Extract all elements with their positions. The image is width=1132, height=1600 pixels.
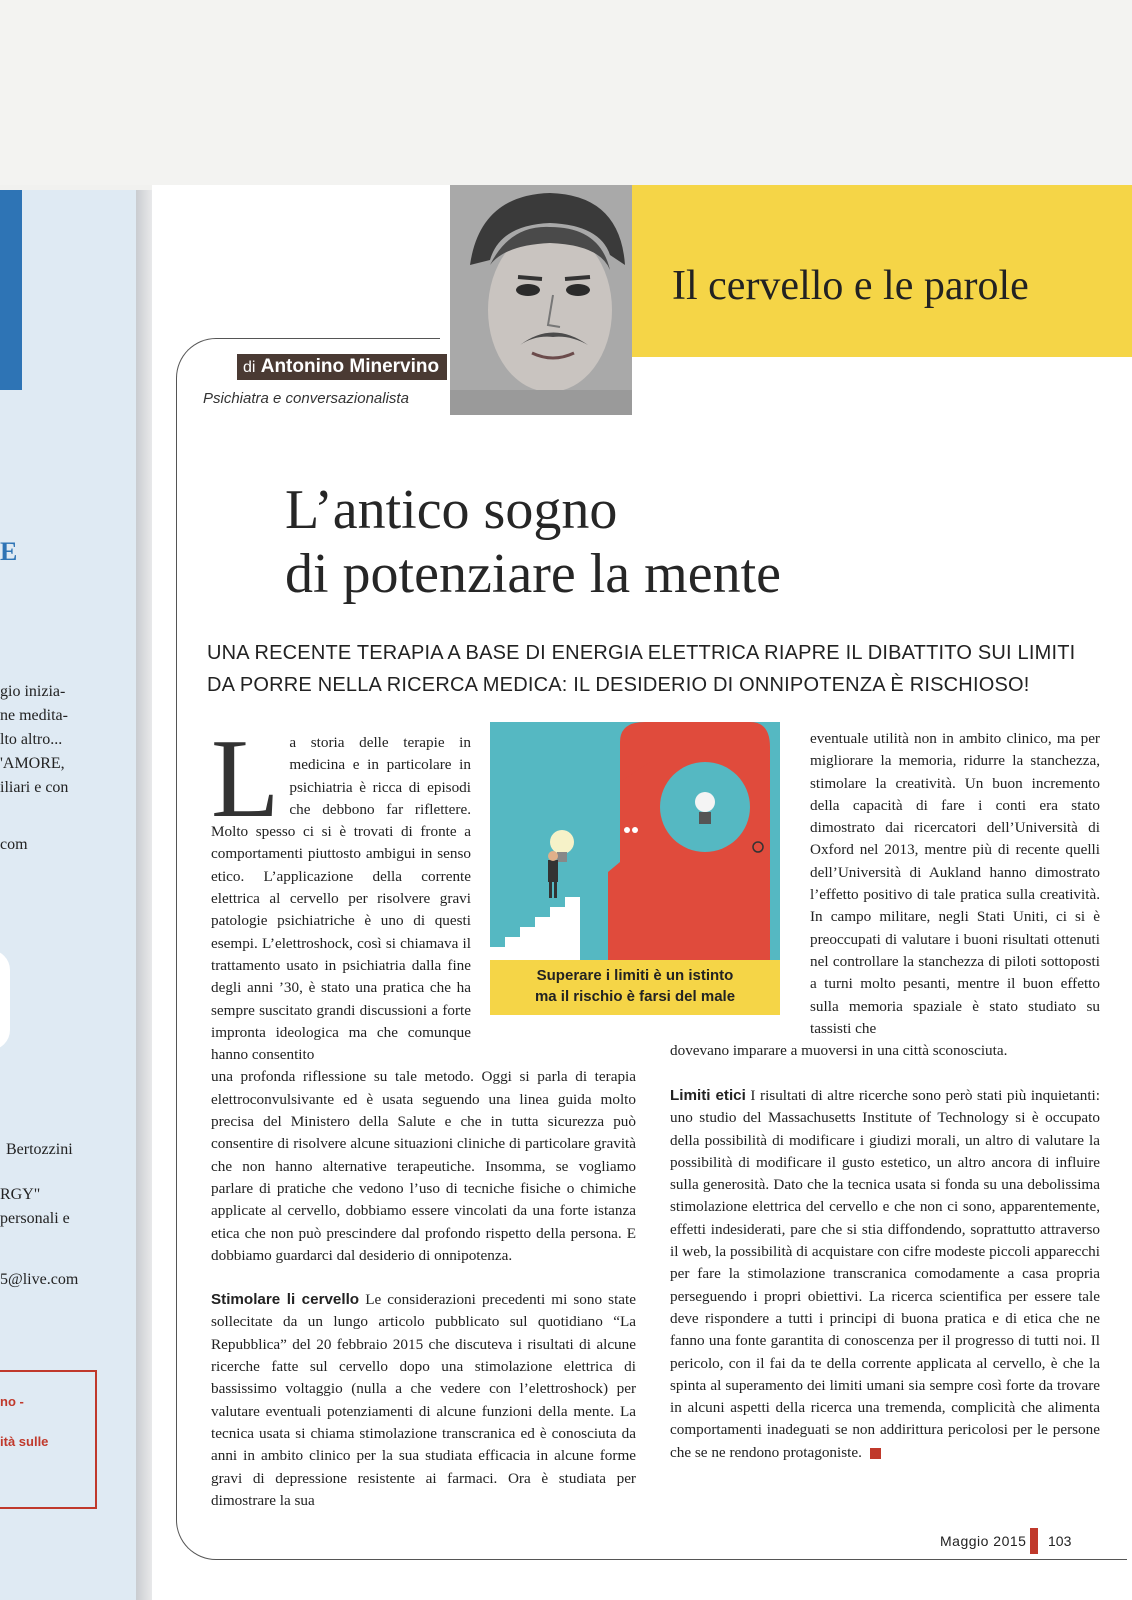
- left-page-blue-letter: E: [0, 537, 18, 566]
- section-text: I risultati di altre ricerche sono però stati più inquietanti: uno studio del Massachusetts Institute of Technology si è occupato della possibilità di modificare i giudizi morali, un altro di valutare la possibilità di modificare il gusto estetico, un altro ancora di influire sulla generosità. Dato che la tecnica usata si fonda su una debolissima stimolazione elettrica del cervello e che non ci sono, apparentemente, effetti indesiderati, pare che si stia diffondendo, soprattutto attraverso il web, la possibilità di acquistare con cifre modeste piccoli apparecchi per fare la stimolazione transcranica comodamente a casa propria perseguendo i propri obiettivi. La ricerca scientifica per essere tale deve rispondere a tutti i principi di buona pratica e di etica che ne fanno una fonte garantita di conoscenza per il progresso di tutti noi. Il pericolo, con il fai da te della corrente applicata al cervello, è che la spinta al superamento dei limiti umani sia sempre così forte da trovare in alcuni aspetti della ricerca una tremenda, complicità che alimenta comportamenti inadeguati se non addirittura pericolosi per le persone che se ne rendono protagoniste.: [670, 1087, 1101, 1461]
- headline-line: di potenziare la mente: [285, 543, 781, 605]
- caption-line: Superare i limiti è un istinto: [536, 967, 734, 984]
- paragraph-intro: a storia delle terapie in medicina e in particolare in psichiatria è ricca di episodi che debbono far riflettere. Molto spesso ci si è trovati di fronte a comportamenti piuttosto ambigui in senso etico. L’applicazione della corrente elettrica al cervello per risolvere gravi patologie psichiatriche è uno di questi esempi. L’elettroshock, così si chiamava il trattamento usato in psichiatria dalla fine degli anni ’30, è stato una pratica che ha sempre suscitato grandi discussioni a forte impronta ideologica ma che comunque hanno consentito: [211, 734, 471, 1064]
- end-of-article-mark: [870, 1448, 881, 1459]
- headline-line: L’antico sogno: [285, 479, 618, 541]
- paragraph-continued-wide: dovevano imparare a muoversi in una città sconosciuta.: [670, 1042, 1008, 1060]
- left-page-red-text: no -: [0, 1394, 24, 1409]
- paragraph-intro-continued: una profonda riflessione su tale metodo. Oggi si parla di terapia elettroconvulsivante ed è usata seguendo una linea guida molto precisa del Ministero della Salute e che in tutta sicurezza può consentire di risolvere alcune situazioni cliniche di particolare gravità che non hanno alternative terapeutiche. Insomma, se vogliamo parlare di pratiche che vedono l’uso di tecniche fisiche o chimiche applicate al cervello, dobbiamo essere vincolati da una forte istanza etica che non può prescindere dal profondo rispetto della persona. E dobbiamo guardarci dal desiderio di onnipotenza.: [211, 1068, 636, 1264]
- left-page-fragment: [0, 190, 140, 1600]
- paragraph-continued: eventuale utilità non in ambito clinico, ma per migliorare la memoria, ridurre la stanchezza, stimolare la creatività. Un buon incremento della capacità di fare i conti era stato dimostrato dai ricercatori dell’Università di Oxford nel 2013, mentre più di recente quelli dell’Università di Aukland hanno dimostrato l’effetto positivo di tale pratica sulla creatività. In campo militare, negli Stati Uniti, ci si è preoccupati di valutare i buoni risultati ottenuti nel controllare la stanchezza di piloti sottoposti a turni molto pesanti, mentre il buon effetto sulla memoria spaziale è stato studiato su tassisti che: [810, 730, 1100, 1037]
- left-page-email-fragment: com: [0, 836, 28, 853]
- section-text: Le considerazioni precedenti mi sono state sollecitate da un lungo articolo pubblicato sul quotidiano “La Repubblica” del 20 febbraio 2015 che discuteva i risultati di alcune ricerche fatte sul cervello dopo una stimolazione elettrica di bassissimo voltaggio (nulla a che vedere con l’elettroshock) per valutare eventuali potenziamenti di alcune funzioni della mente. La tecnica usata si chiama stimolazione transcranica ed è conosciuta da anni in ambito clinico per la sua studiata efficacia in alcune forme gravi di depressione resistente ai farmaci. Ora è studiata per dimostrare la sua: [211, 1291, 637, 1509]
- author-prefix: di: [243, 359, 256, 376]
- author-portrait-image: [450, 185, 632, 415]
- author-photo: [450, 185, 632, 415]
- illustration-caption: [490, 960, 780, 1015]
- footer-issue-date: Maggio 2015: [940, 1533, 1027, 1549]
- left-page-text-line: 'AMORE,: [0, 755, 65, 772]
- footer-red-bar: [1030, 1528, 1038, 1554]
- section-heading: Limiti etici: [670, 1087, 746, 1104]
- left-page-blue-bar: [0, 190, 22, 390]
- column-1-wrap: [211, 717, 471, 1066]
- caption-line: ma il rischio è farsi del male: [534, 988, 736, 1005]
- footer-page-number: 103: [1048, 1533, 1072, 1549]
- left-page-text-line: gio inizia-: [0, 683, 66, 700]
- drop-cap: L: [211, 717, 280, 841]
- article-subhead: UNA RECENTE TERAPIA A BASE DI ENERGIA ELETTRICA RIAPRE IL DIBATTITO SUI LIMITI DA PORRE NELLA RICERCA MEDICA: IL DESIDERIO DI ONNIPOTENZA È RISCHIOSO!: [207, 642, 1076, 696]
- article-illustration: [490, 722, 780, 962]
- article-headline: [285, 478, 781, 606]
- left-page-email2-fragment: 5@live.com: [0, 1271, 79, 1288]
- left-page-text-line: personali e: [0, 1210, 70, 1227]
- head-lightbulb-illustration: [490, 722, 780, 962]
- column-title: Il cervello e le parole: [672, 263, 1029, 309]
- left-page-text-line: iliari e con: [0, 779, 69, 796]
- left-page-text-line: ne medita-: [0, 707, 68, 724]
- scan-background-top: [0, 0, 1132, 185]
- left-page-decoration: [0, 950, 10, 1050]
- author-role: Psichiatra e conversazionalista: [203, 390, 409, 407]
- author-label: [237, 354, 447, 380]
- author-name: Antonino Minervino: [260, 356, 440, 377]
- article-column-2: [670, 1085, 1100, 1464]
- left-page-text-line: RGY": [0, 1186, 41, 1203]
- section-stimolare: [211, 1289, 636, 1512]
- left-page-name-fragment: Bertozzini: [6, 1141, 73, 1158]
- article-column-2-top: [670, 728, 1100, 1062]
- left-page-text-line: lto altro...: [0, 731, 63, 748]
- section-heading: Stimolare li cervello: [211, 1291, 360, 1309]
- left-page-red-text: ità sulle: [0, 1434, 49, 1449]
